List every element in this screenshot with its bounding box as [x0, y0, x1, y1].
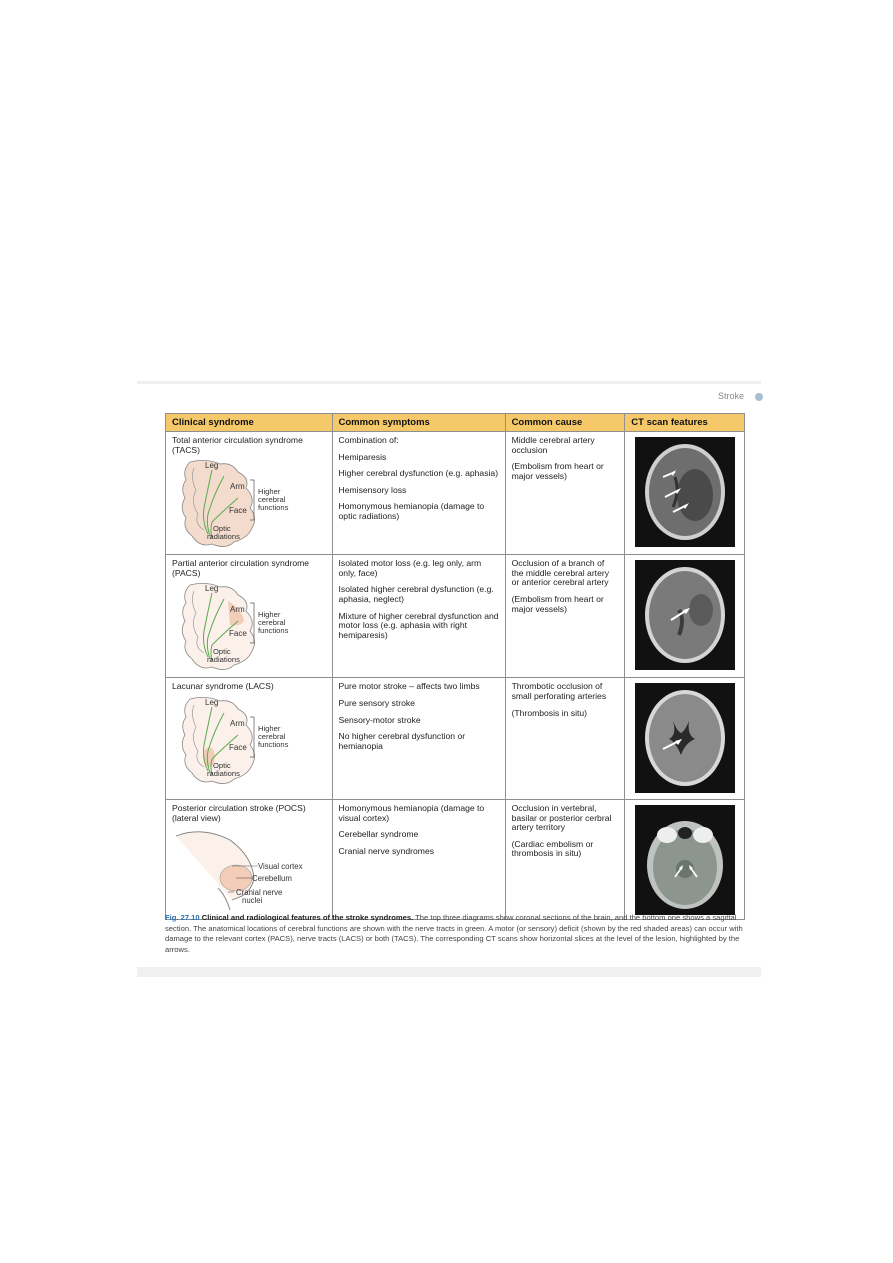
syndrome-name: Partial anterior circulation syndrome (PACS): [172, 558, 310, 578]
header-common-symptoms: Common symptoms: [332, 414, 505, 432]
symptoms-cell: [332, 678, 505, 800]
coronal-brain-diagram: [172, 581, 317, 673]
syndrome-cell: [166, 678, 333, 800]
table-row-tacs: [166, 432, 745, 555]
table-row-pocs: [166, 799, 745, 919]
ct-scan-image: [635, 560, 735, 670]
symptom-item: No higher cerebral dysfunction or hemianopia: [338, 731, 466, 751]
cause-item: Thrombotic occlusion of small perforating arteries: [511, 681, 607, 701]
cause-cell: [505, 432, 625, 555]
bottom-band: [137, 967, 761, 977]
symptom-item: Cerebellar syndrome: [338, 829, 419, 840]
label-optic: Optic radiations: [207, 760, 240, 778]
symptom-item: Homonymous hemianopia (damage to optic radiations): [338, 501, 485, 521]
cause-cell: [505, 678, 625, 800]
symptom-item: Higher cerebral dysfunction (e.g. aphasia): [338, 468, 499, 479]
ct-cell: [625, 555, 745, 678]
cause-item: (Cardiac embolism or thrombosis in situ): [511, 838, 594, 859]
label-visual-cortex: Visual cortex: [258, 862, 303, 872]
cause-cell: [505, 555, 625, 678]
label-optic: Optic radiations: [207, 647, 240, 665]
table-row-pacs: [166, 555, 745, 678]
symptom-item: Cranial nerve syndromes: [338, 845, 435, 856]
label-optic: Optic radiations: [207, 524, 240, 542]
symptom-item: Combination of:: [338, 435, 399, 445]
symptom-item: Sensory-motor stroke: [338, 714, 421, 725]
symptom-item: Isolated higher cerebral dysfunction (e.g. aphasia, neglect): [338, 584, 494, 604]
symptom-item: Homonymous hemianopia (damage to visual cortex): [338, 802, 485, 823]
label-higher-line: Higher: [258, 487, 281, 497]
label-cerebellum: Cerebellum: [252, 874, 292, 884]
figure-caption: [165, 913, 747, 955]
cause-item: (Embolism from heart or major vessels): [511, 593, 604, 614]
symptom-item: Pure sensory stroke: [338, 697, 415, 708]
label-functions-line: functions: [258, 503, 289, 513]
ct-cell: [625, 432, 745, 555]
label-higher-cerebral: Higher cerebral functions: [258, 723, 289, 749]
header-ct-scan-features: CT scan features: [625, 414, 745, 432]
cause-item: (Embolism from heart or major vessels): [511, 461, 604, 481]
cause-item: (Thrombosis in situ): [511, 707, 588, 718]
running-head: Stroke: [717, 391, 744, 401]
table-header-row: [166, 414, 745, 432]
ct-cell: [625, 678, 745, 800]
stroke-syndromes-table: [165, 413, 745, 920]
coronal-brain-diagram: [172, 458, 317, 550]
label-face: Face: [229, 629, 247, 639]
label-cerebral-line: cerebral: [258, 495, 286, 505]
label-arm: Arm: [230, 482, 245, 492]
coronal-brain-diagram: [172, 695, 317, 795]
label-higher-cerebral: [258, 487, 289, 512]
label-face: Face: [229, 506, 247, 516]
sagittal-brain-diagram: [172, 826, 317, 910]
cause-item: Occlusion of a branch of the middle cerebral artery or anterior cerebral artery: [511, 558, 610, 588]
cause-item: Occlusion in vertebral, basilar or posterior cerbral artery territory: [511, 802, 612, 833]
symptom-item: Isolated motor loss (e.g. leg only, arm only, face): [338, 558, 482, 578]
symptom-item: Hemiparesis: [338, 451, 387, 462]
label-arm: Arm: [230, 605, 245, 615]
label-arm: Arm: [230, 718, 245, 728]
header-clinical-syndrome: Clinical syndrome: [166, 414, 333, 432]
figure-title: Clinical and radiological features of the stroke syndromes.: [201, 913, 414, 922]
running-head-marker: [755, 393, 763, 401]
top-rule: [137, 381, 761, 384]
symptoms-cell: [332, 432, 505, 555]
ct-scan-image: [635, 805, 735, 915]
cause-cell: [505, 799, 625, 919]
label-leg: Leg: [205, 697, 219, 707]
ct-cell: [625, 799, 745, 919]
syndrome-name: Lacunar syndrome (LACS): [172, 681, 274, 692]
symptom-item: Mixture of higher cerebral dysfunction and motor loss (e.g. aphasia with right hemiparesis): [338, 610, 499, 640]
symptom-item: Pure motor stroke – affects two limbs: [338, 681, 480, 692]
label-leg: Leg: [205, 584, 219, 594]
label-leg: Leg: [205, 461, 219, 471]
figure-caption-text: The top three diagrams show coronal sections of the brain, and the bottom one shows a sagittal section. The anatomical locations of cerebral functions are shown with the nerve tracts in green. A motor (or sensory) deficit (shown by the red shaded areas) can occur with damage to the relevant cortex (PACS), nerve tracts (LACS) or both (TACS). The corresponding CT scans show horizontal slices at the level of the lesion, highlighted by the arrows.: [165, 913, 743, 954]
table-row-lacs: [166, 678, 745, 800]
figure-number: Fig. 27.10: [165, 913, 200, 922]
symptom-item: Hemisensory loss: [338, 484, 407, 495]
label-higher-cerebral: Higher cerebral functions: [258, 610, 289, 636]
symptoms-cell: [332, 799, 505, 919]
syndrome-cell: [166, 555, 333, 678]
syndrome-cell: [166, 799, 333, 919]
label-face: Face: [229, 742, 247, 752]
ct-scan-image: [635, 437, 735, 547]
syndrome-name: Posterior circulation stroke (POCS) (lateral view): [172, 802, 306, 823]
ct-scan-image: [635, 683, 735, 793]
symptoms-cell: [332, 555, 505, 678]
syndrome-cell: [166, 432, 333, 555]
syndrome-name: Total anterior circulation syndrome (TACS): [172, 435, 303, 455]
header-common-cause: Common cause: [505, 414, 625, 432]
cause-item: Middle cerebral artery occlusion: [511, 435, 595, 455]
label-cranial-nerve-nuclei: Cranial nerve nuclei: [236, 888, 283, 906]
